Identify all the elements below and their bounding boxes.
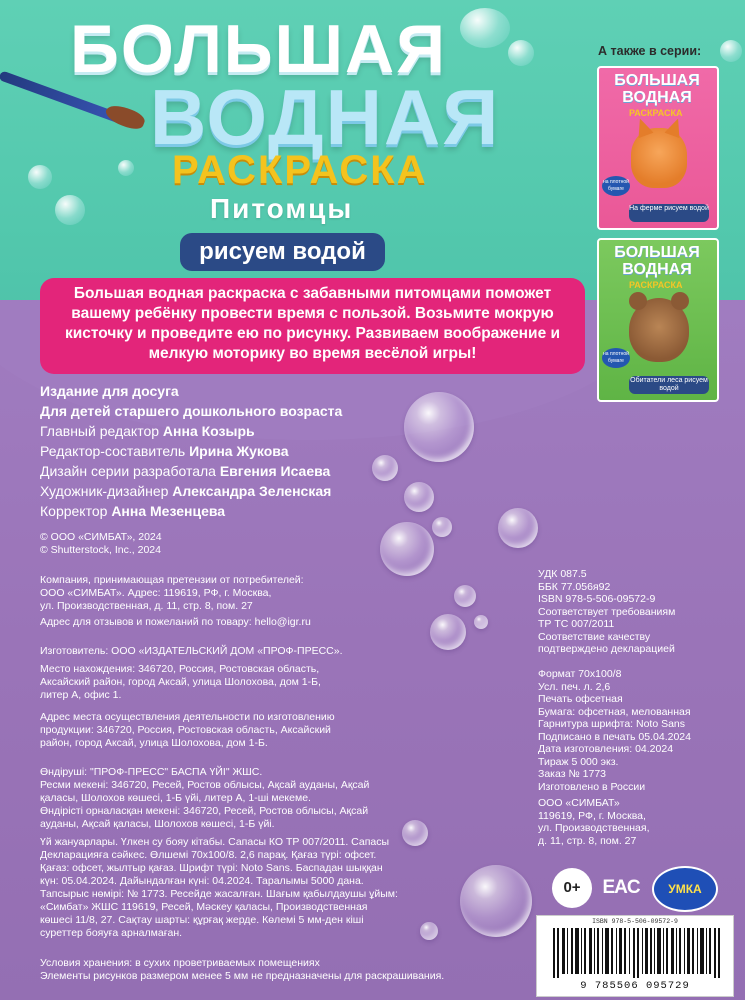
kazakh-info: Үй жануарлары. Үлкен су бояу кітабы. Сапасы КО ТР 007/2011. Сапасы Декларацияға сәйкес. Өлшемі 70х100/8. 2,6 парақ. Қағаз түрі: офсет. Қағаз: офсет, жылтыр қағаз. Шрифт түрі: Noto Sans. Баспадан шыққан күн: 05.04.2024. Дайындалған күні: 04.2024. Таралымы 5000 дана. Тапсырыс нөмірі: № 1773. Ресейде жасалған. Шағым қабылдаушы ұйым: «Симбат» ЖШС 119619, Ресей, Мәскеу қаласы, Производственная көшесі 11/8, 27. Сақтау шарты: құрғақ жерде. Көлемі 5 мм-ден кіші суреттер бояуға арналмаған. — [40, 836, 398, 939]
barcode-isbn-caption: ISBN 978-5-506-09572-9 — [592, 918, 678, 925]
title-line-2: ВОДНАЯ — [150, 73, 501, 161]
copyright-block: © ООО «СИМБАТ», 2024 © Shutterstock, Inc., 2024 — [40, 531, 162, 556]
title-line-3: РАСКРАСКА — [172, 148, 428, 192]
credits-block — [40, 381, 342, 521]
bubble-decoration — [372, 455, 398, 481]
bubble-decoration — [380, 522, 434, 576]
bubble-decoration — [432, 517, 452, 537]
bubble-decoration — [420, 922, 438, 940]
water-drop — [508, 40, 534, 66]
publisher-block: ООО «СИМБАТ» 119619, РФ, г. Москва, ул. Производственная, д. 11, стр. 8, пом. 27 — [538, 797, 650, 847]
bubble-decoration — [498, 508, 538, 548]
title-line-1: БОЛЬШАЯ — [70, 11, 447, 87]
series-book-subtitle: РАСКРАСКА — [629, 108, 683, 118]
kazakh-manufacturer: Өндіруші: "ПРОФ-ПРЕСС" БАСПА ҮЙІ" ЖШС. Ресми мекені: 346720, Ресей, Ростов облысы, Ақсай ауданы, Ақсай қаласы, Шолохов көшесі, 1-Б үйі, литер А, 1-ші мекеме. Өндірісті орналасқан мекені: 346720, Ресей, Ростов облысы, Ақсай ауданы, Ақсай қаласы, Шолохов көшесі, 1-Б үйі. — [40, 766, 370, 830]
subtitle: Питомцы — [210, 193, 354, 224]
eac-mark-icon: EAC — [602, 877, 640, 898]
water-drop — [28, 165, 52, 189]
barcode — [536, 915, 734, 997]
series-book-tag: Обитатели леса рисуем водой — [630, 377, 708, 392]
water-drop — [460, 8, 510, 48]
credits-chief-editor: Главный редактор Анна Козырь — [40, 423, 255, 439]
print-specs: Формат 70x100/8 Усл. печ. л. 2,6 Печать офсетная Бумага: офсетная, мелованная Гарнитура шрифта: Noto Sans Подписано в печать 05.04.2024 Дата изготовления: 04.2024 Тираж 5 000 экз. Заказ № 1773 Изготовлено в России — [538, 668, 691, 793]
series-book-title: БОЛЬШАЯ ВОДНАЯ — [614, 72, 700, 106]
bubble-decoration — [454, 585, 476, 607]
series-book-subtitle: РАСКРАСКА — [629, 280, 683, 290]
water-drop — [55, 195, 85, 225]
series-label: А также в серии: — [598, 44, 702, 58]
manufacturer: Изготовитель: ООО «ИЗДАТЕЛЬСКИЙ ДОМ «ПРОФ-ПРЕСС». — [40, 645, 343, 657]
company-block: Компания, принимающая претензии от потребителей: ООО «СИМБАТ». Адрес: 119619, РФ, г. Москва, ул. Производственная, д. 11, стр. 8, пом. 27 — [40, 574, 304, 612]
series-book-title: БОЛЬШАЯ ВОДНАЯ — [614, 244, 700, 278]
credits-designer: Дизайн серии разработала Евгения Исаева — [40, 463, 331, 479]
barcode-digits: 9 785506 095729 — [580, 980, 690, 992]
bubble-decoration — [402, 820, 428, 846]
water-drop — [720, 40, 742, 62]
credits-proofreader: Корректор Анна Мезенцева — [40, 503, 226, 519]
series-book-forest[interactable] — [597, 238, 719, 402]
credits-compiler: Редактор-составитель Ирина Жукова — [40, 443, 289, 459]
series-book-farm[interactable] — [597, 66, 719, 230]
storage-conditions: Условия хранения: в сухих проветриваемых помещениях Элементы рисунков размером менее 5 мм не предназначены для раскрашивания. — [40, 957, 445, 982]
bubble-decoration — [430, 614, 466, 650]
umka-logo: УМКА — [652, 866, 718, 912]
bubble-decoration — [404, 392, 474, 462]
age-rating-icon: 0+ — [552, 868, 592, 908]
description-box: Большая водная раскраска с забавными питомцами поможет вашему ребёнку провести время с пользой. Возьмите мокрую кисточку и проведите ею по рисунку. Развиваем воображение и мелкую моторику во время весёлой игры! — [40, 278, 585, 374]
barcode-bars-icon — [553, 928, 723, 978]
series-book-badge: на плотной бумаге — [602, 348, 630, 368]
series-book-badge: на плотной бумаге — [602, 176, 630, 196]
draw-with-water-badge: рисуем водой — [180, 233, 385, 271]
series-book-tag: На ферме рисуем водой — [629, 204, 709, 222]
bubble-decoration — [474, 615, 488, 629]
bubble-decoration — [404, 482, 434, 512]
credits-artist: Художник-дизайнер Александра Зеленская — [40, 483, 332, 499]
activity-address: Адрес места осуществления деятельности по изготовлению продукции: 346720, Россия, Ростовская область, Аксайский район, город Аксай, улица Шолохова, дом 1-Б. — [40, 711, 335, 749]
bubble-decoration — [460, 865, 532, 937]
water-drop — [118, 160, 134, 176]
feedback-address: Адрес для отзывов и пожеланий по товару: hello@igr.ru — [40, 616, 311, 628]
classification-block: УДК 087.5 ББК 77.056я92 ISBN 978-5-506-09572-9 Соответствует требованиям ТР ТС 007/2011 Соответствие качеству подтверждено декларацией — [538, 568, 676, 655]
credits-line: Для детей старшего дошкольного возраста — [40, 403, 343, 419]
credits-line: Издание для досуга — [40, 383, 179, 399]
kitten-illustration — [631, 128, 687, 188]
bear-illustration — [629, 298, 689, 362]
manufacturer-location: Место нахождения: 346720, Россия, Ростовская область, Аксайский район, город Аксай, улица Шолохова, дом 1-Б, литер А, офис 1. — [40, 663, 321, 701]
